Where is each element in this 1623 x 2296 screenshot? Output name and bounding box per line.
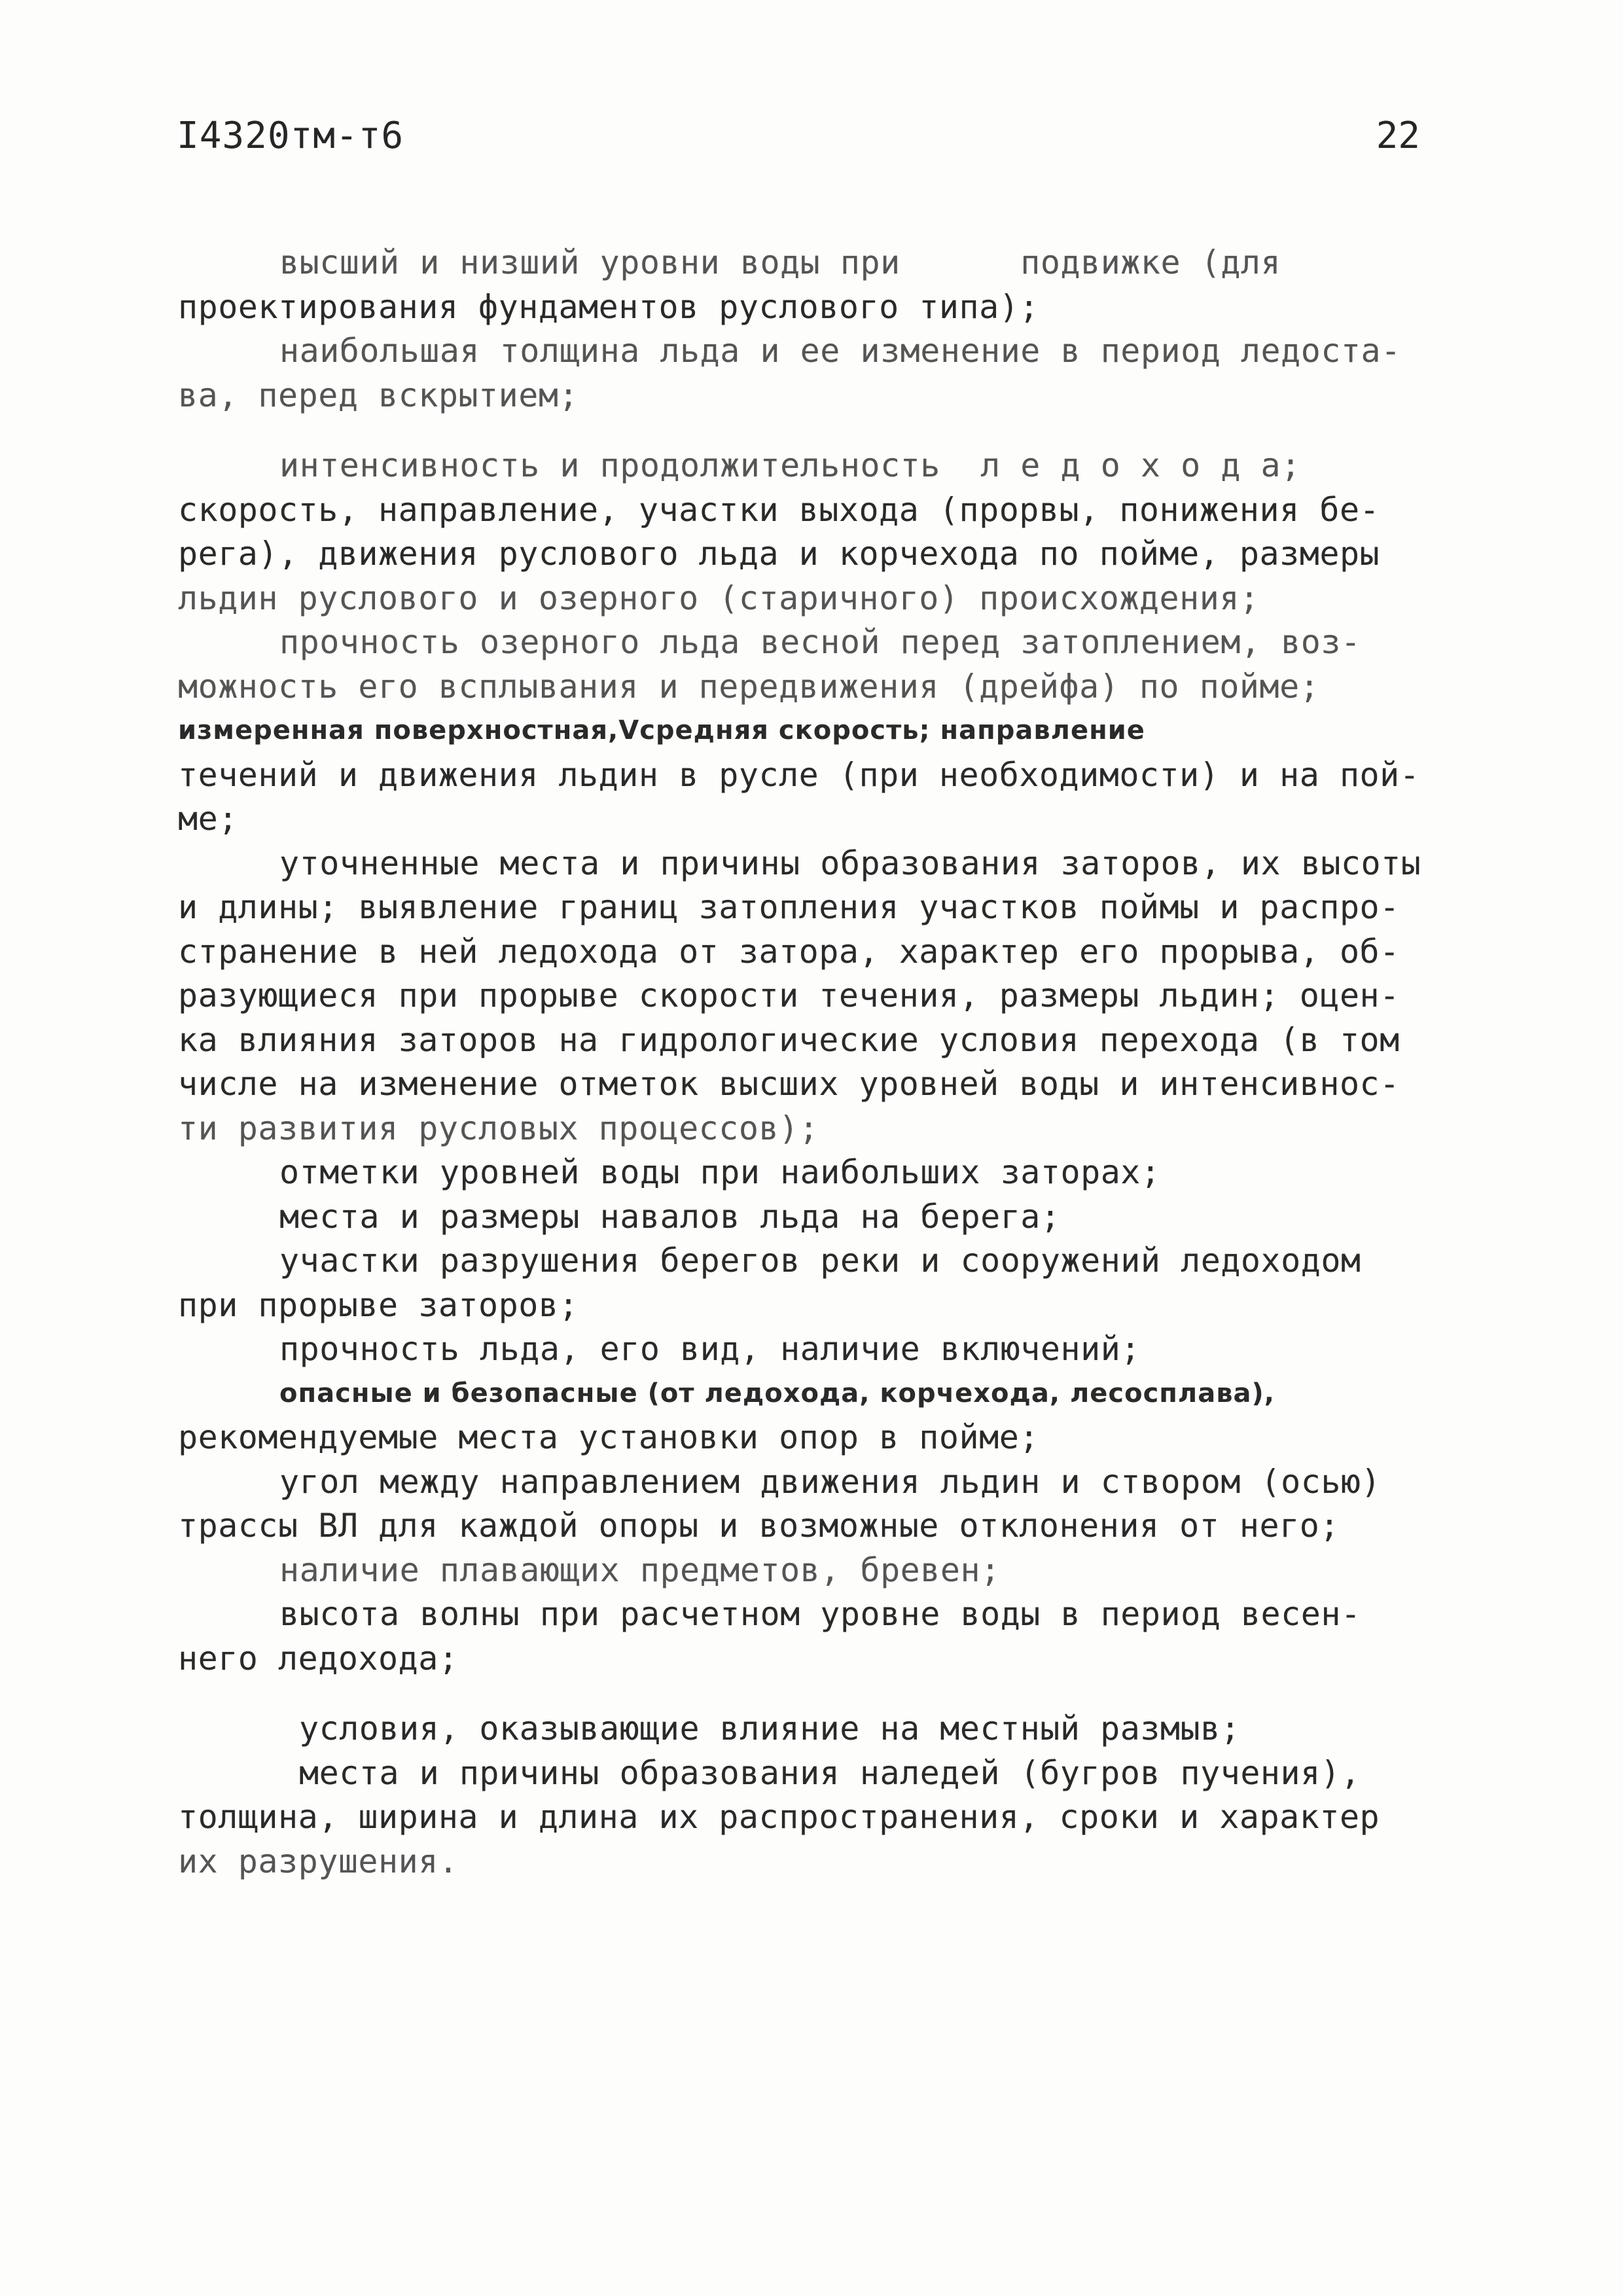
- text-line: него ледохода;: [178, 1639, 459, 1677]
- text-line: наличие плавающих предметов, бревен;: [279, 1551, 1001, 1589]
- text-line: места и размеры навалов льда на берега;: [279, 1197, 1061, 1236]
- text-line: угол между направлением движения льдин и створом (осью): [279, 1462, 1382, 1501]
- text-line: ти развития русловых процессов);: [178, 1109, 819, 1147]
- page-header: [177, 115, 1420, 167]
- text-line: ва, перед вскрытием;: [178, 376, 579, 414]
- document-code: I4320тм-т6: [177, 115, 404, 157]
- text-line: участки разрушения берегов реки и сооружений ледоходом: [279, 1242, 1361, 1280]
- text-line: проектирования фундаментов руслового типа);: [178, 287, 1039, 326]
- text-line: странение в ней ледохода от затора, характер его прорыва, об-: [178, 932, 1400, 971]
- text-line: интенсивность и продолжительность л е д о х о д а;: [279, 446, 1301, 484]
- text-line: течений и движения льдин в русле (при необходимости) и на пой-: [178, 755, 1420, 794]
- text-line: прочность льда, его вид, наличие включений;: [279, 1330, 1141, 1368]
- text-line: отметки уровней воды при наибольших заторах;: [279, 1153, 1161, 1191]
- text-line: ме;: [178, 800, 238, 838]
- text-line: их разрушения.: [178, 1842, 459, 1880]
- text-line: места и причины образования наледей (бугров пучения),: [299, 1753, 1361, 1792]
- text-line: и длины; выявление границ затопления участков поймы и распро-: [178, 888, 1400, 926]
- text-line: наибольшая толщина льда и ее изменение в период ледоста-: [279, 332, 1401, 370]
- text-line: можность его всплывания и передвижения (дрейфа) по пойме;: [178, 667, 1320, 706]
- text-line: трассы ВЛ для каждой опоры и возможные отклонения от него;: [178, 1507, 1340, 1545]
- text-line: льдин руслового и озерного (старичного) происхождения;: [178, 579, 1260, 617]
- text-line: разующиеся при прорыве скорости течения, размеры льдин; оцен-: [178, 977, 1400, 1014]
- text-line: прочность озерного льда весной перед затоплением, воз-: [279, 623, 1361, 661]
- text-line: опасные и безопасные (от ледохода, корчехода, лесосплава),: [279, 1378, 1275, 1408]
- text-line: высший и низший уровни воды при подвижке (для: [279, 243, 1281, 281]
- text-line: высота волны при расчетном уровне воды в период весен-: [279, 1595, 1361, 1633]
- body-text: [178, 241, 1474, 1884]
- text-line: условия, оказывающие влияние на местный размыв;: [299, 1710, 1241, 1748]
- page-number: 22: [1376, 115, 1420, 157]
- text-line: числе на изменение отметок высших уровней воды и интенсивнос-: [178, 1065, 1400, 1103]
- text-line: ка влияния заторов на гидрологические условия перехода (в том: [178, 1020, 1400, 1059]
- text-line: измеренная поверхностная,Vсредняя скорость; направление: [178, 715, 1145, 745]
- text-line: рекомендуемые места установки опор в пойме;: [178, 1418, 1039, 1456]
- text-line: рега), движения руслового льда и корчехода по пойме, размеры: [178, 535, 1380, 573]
- text-line: уточненные места и причины образования заторов, их высоты: [279, 844, 1421, 882]
- text-line: скорость, направление, участки выхода (прорвы, понижения бе-: [178, 490, 1380, 529]
- text-line: толщина, ширина и длина их распространения, сроки и характер: [178, 1798, 1380, 1836]
- text-line: при прорыве заторов;: [178, 1285, 579, 1324]
